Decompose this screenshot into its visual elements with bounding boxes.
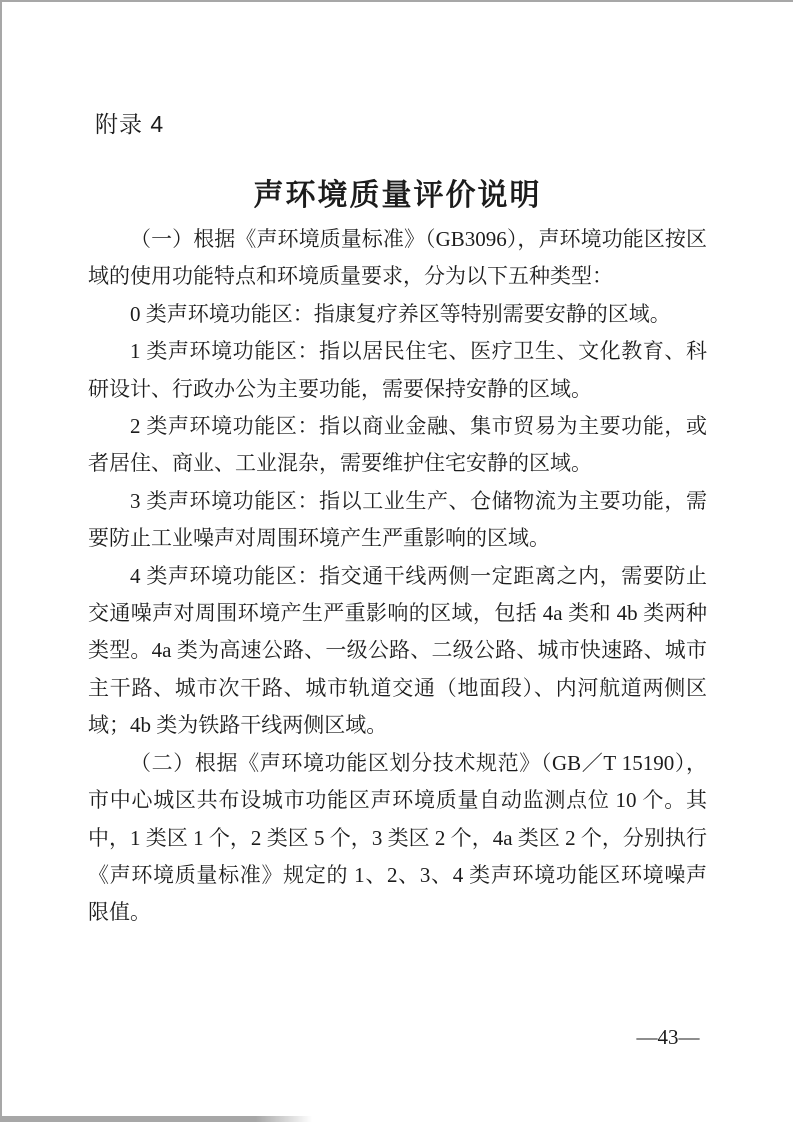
paragraph-zone-3: 3 类声环境功能区：指以工业生产、仓储物流为主要功能，需要防止工业噪声对周围环境产生严重影响的区域。 — [88, 488, 707, 551]
paragraph-zone-0: 0 类声环境功能区：指康复疗养区等特别需要安静的区域。 — [130, 301, 671, 326]
page-title: 声环境质量评价说明 — [253, 179, 542, 212]
document-body — [88, 221, 707, 932]
scan-edge-bottom — [0, 1116, 312, 1122]
paragraph-zone-4: 4 类声环境功能区：指交通干线两侧一定距离之内，需要防止交通噪声对周围环境产生严重影响的区域，包括 4a 类和 4b 类两种类型。4a 类为高速公路、一级公路、二级公路、城市快速路、城市主干路、城市次干路、城市轨道交通（地面段）、内河航道两侧区域；4b 类为铁路干线两侧区域。 — [88, 563, 707, 738]
scan-edge-left — [0, 0, 2, 1122]
appendix-label: 附录 4 — [95, 111, 165, 137]
paragraph-zone-2: 2 类声环境功能区：指以商业金融、集市贸易为主要功能，或者居住、商业、工业混杂，需要维护住宅安静的区域。 — [88, 414, 707, 476]
paragraph-zone-1: 1 类声环境功能区：指以居民住宅、医疗卫生、文化教育、科研设计、行政办公为主要功能，需要保持安静的区域。 — [88, 339, 707, 401]
paragraph-intro-2: （二）根据《声环境功能区划分技术规范》（GB／T 15190），市中心城区共布设城市功能区声环境质量自动监测点位 10 个。其中，1 类区 1 个，2 类区 5 个，3 类区 2 个，4a 类区 2 个，分别执行《声环境质量标准》规定的 1、2、3、4 类声环境功能区环境噪声限值。 — [88, 750, 707, 925]
paragraph-intro-1: （一）根据《声环境质量标准》（GB3096），声环境功能区按区域的使用功能特点和环境质量要求，分为以下五种类型： — [88, 227, 707, 289]
page-number: —43— — [636, 1025, 700, 1049]
scan-edge-top — [0, 0, 793, 2]
